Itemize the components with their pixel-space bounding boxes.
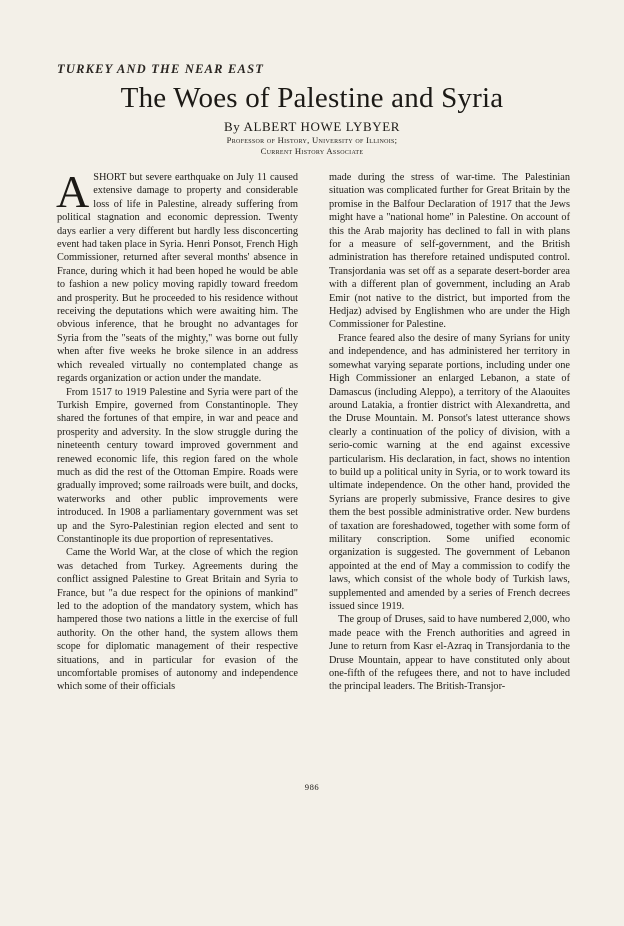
paragraph: From 1517 to 1919 Palestine and Syria were part of the Turkish Empire, governed from Constantinople. They shared the fortunes of that empire, in war and peace and prosperity and adversity. In the slow struggle during the nineteenth century toward improved government and renewed economic life, this region fared on the whole much as did the rest of the Ottoman Empire. Roads were gradually improved; some railroads were built, and docks, waterworks and other public improvements were introduced. In 1908 a parliamentary government was set up and the Syro-Palestinian region elected and sent to Constantinople its due proportion of representatives. [57,386,298,545]
right-column [329,171,570,694]
paragraph: France feared also the desire of many Syrians for unity and independence, and has administered her territory in somewhat varying separate portions, including under one High Commissioner an enlarged Lebanon, a state of Damascus (including Aleppo), a territory of the Alaouites around Latakia, a frontier district with Alexandretta, and the Druse Mountain. M. Ponsot's latest utterance shows clearly a continuation of the policy of division, with a serio-comic warning at the end against excessive particularism. His declaration, in fact, shows no intention to build up a political unity in Syria, or to work toward its ultimate independence. On the other hand, provided the Syrians are properly submissive, France desires to give them the best possible administrative order. New burdens of taxation are foreshadowed, together with some form of military conscription. Some unified economic organization is suggested. The government of Lebanon appointed at the end of May a commission to codify the laws, which consist of the whole body of Turkish laws, supplemented and amended by a series of French decrees issued since 1919. [329,332,570,612]
paragraph: made during the stress of war-time. The Palestinian situation was complicated further for Great Britain by the promise in the Balfour Declaration of 1917 that the Jews might have a "national home" in Palestine. On account of this the Arab majority has declined to fall in with plans for a measure of self-government, and the British administration has therefore retained undisputed control. Transjordania was set off as a separate desert-border area with a different plan of government, including an Arab Emir (not native to the district, but imported from the Hedjaz) advised by Englishmen who are under the High Commissioner for Palestine. [329,172,570,331]
author-byline: By ALBERT HOWE LYBYER [223,119,401,134]
paragraph: The group of Druses, said to have numbered 2,000, who made peace with the French authorities and agreed in June to return from Kasr el-Azraq in Transjordania to the Druse Mountain, appear to have constituted only about one-fifth of the refugees there, and not to have included the principal leaders. The British-Transjor- [329,614,570,693]
paragraph: Came the World War, at the close of which the region was detached from Turkey. Agreements during the conflict assigned Palestine to Great Britain and Syria to France, but "a due respect for the opinions of mankind" led to the adoption of the mandatory system, which has hampered those two nations a little in the exercise of full authority. On the other hand, the system allows them scope for diplomatic management of their respective situations, and in particular for evasion of the uncomfortable promises of autonomy and independence which some of their officials [57,547,298,693]
section-heading: TURKEY AND THE NEAR EAST [57,62,265,76]
drop-cap: A [56,166,90,217]
author-affiliation [0,135,624,157]
affiliation-line-1: Professor of History, University of Illinois; [226,135,398,145]
affiliation-line-2: Current History Associate [260,146,364,156]
article-title: The Woes of Palestine and Syria [120,82,504,114]
paragraph [56,166,298,386]
page-number: 986 [304,782,320,792]
paragraph-text: SHORT but severe earthquake on July 11 caused extensive damage to property and considerable loss of life in Palestine, already suffering from political stagnation and economic depression. Twenty days earlier a very different but hardly less disconcerting event had taken place in Syria. Henri Ponsot, French High Commissioner, returned after several months' absence in France, during which it had been hoped he would be able to fashion a new policy moving rapidly toward freedom and prosperity. But he proceeded to his residence without receiving the deputations which were awaiting him. The obvious inference, that he brought no advantages for Syria from the "seats of the mighty," was borne out fully when after five weeks he broke silence in an address which revealed virtually no contemplated change as regards organization or action under the mandate. [57,172,298,385]
left-column [56,166,298,694]
